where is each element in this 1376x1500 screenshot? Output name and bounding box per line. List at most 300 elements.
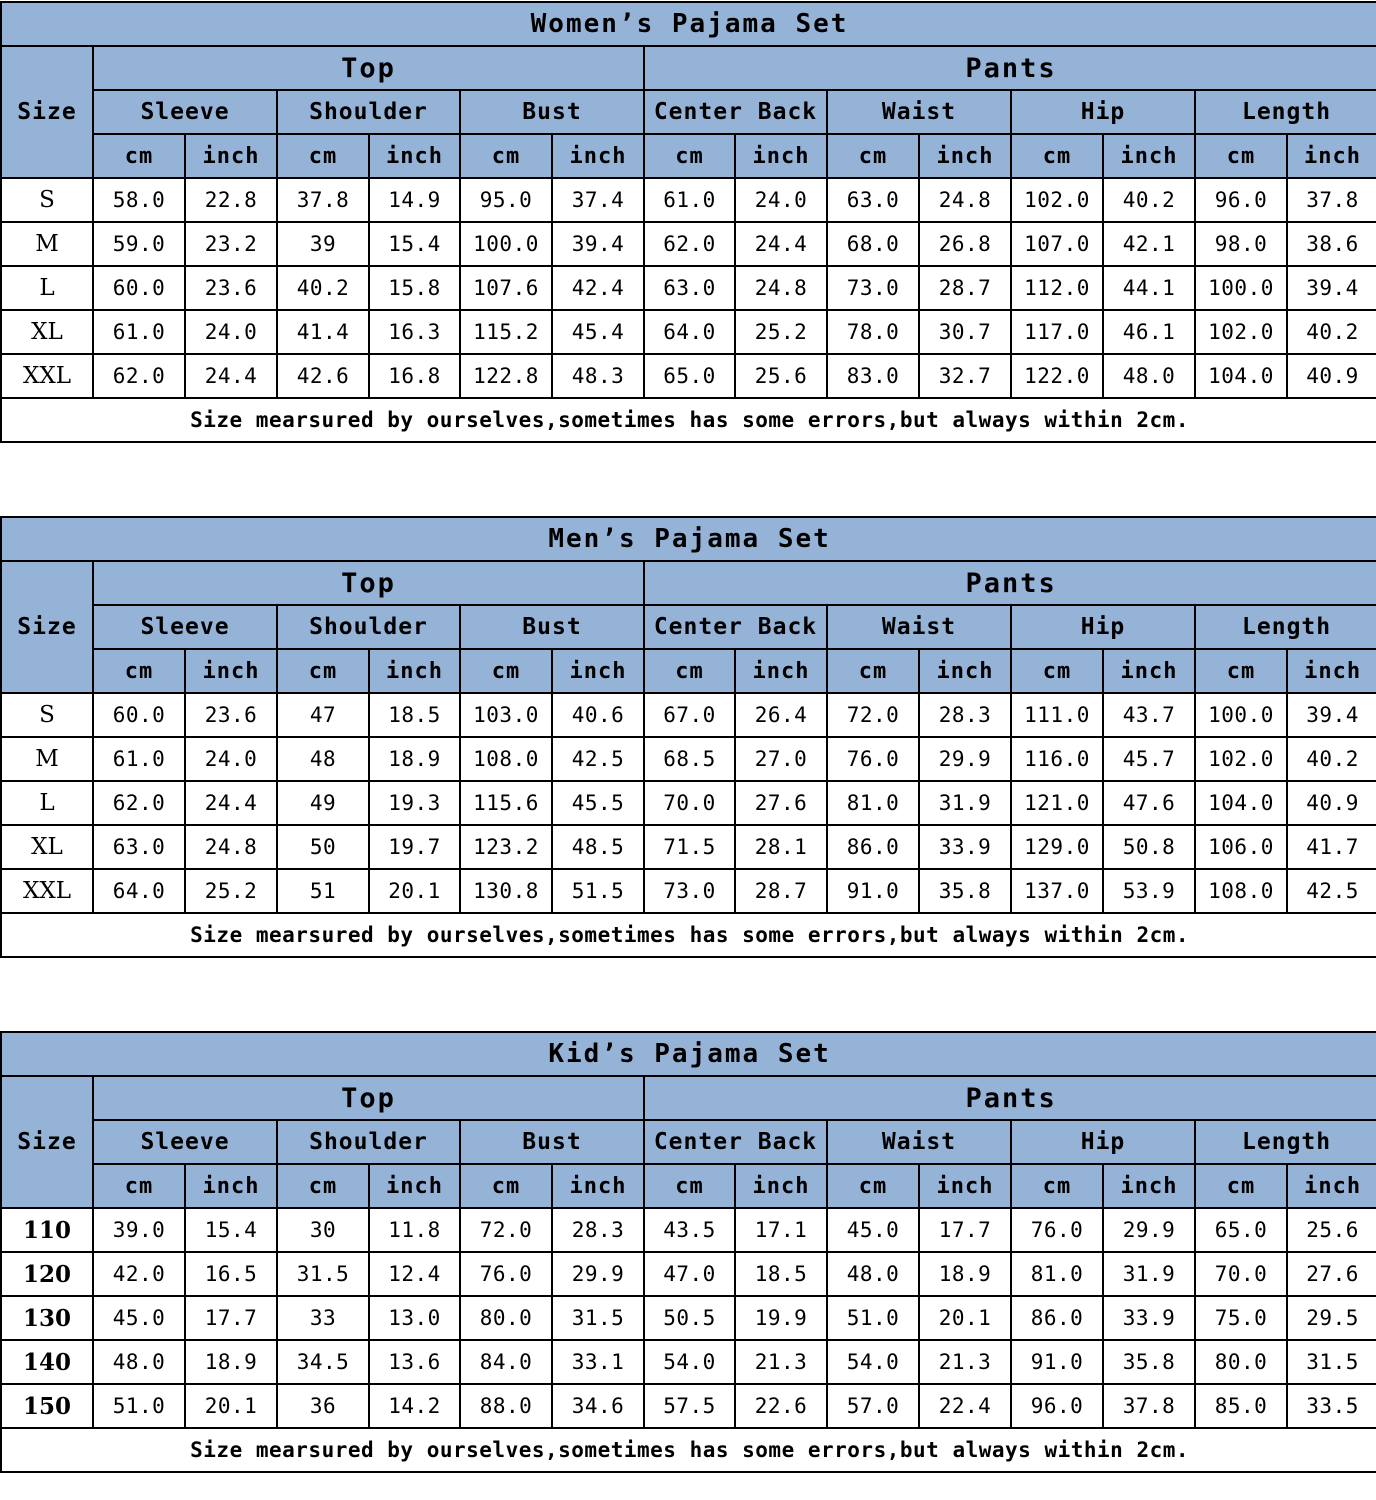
measurement-value: 47	[277, 693, 369, 737]
measurement-value: 62.0	[93, 354, 185, 398]
measurement-value: 48.0	[93, 1340, 185, 1384]
measurement-value: 115.2	[460, 310, 552, 354]
measurement-value: 67.0	[644, 693, 735, 737]
measurement-value: 31.9	[919, 781, 1011, 825]
measurement-value: 16.8	[369, 354, 460, 398]
unit-header-cm: cm	[277, 1164, 369, 1208]
unit-header-inch: inch	[1287, 1164, 1376, 1208]
measurement-value: 31.5	[1287, 1340, 1376, 1384]
unit-header-inch: inch	[919, 1164, 1011, 1208]
measurement-value: 24.8	[919, 178, 1011, 222]
measurement-value: 23.6	[185, 266, 277, 310]
measurement-value: 72.0	[460, 1208, 552, 1252]
measurement-value: 42.6	[277, 354, 369, 398]
measurement-value: 51	[277, 869, 369, 913]
measurement-value: 84.0	[460, 1340, 552, 1384]
measurement-value: 115.6	[460, 781, 552, 825]
measurement-value: 48.5	[552, 825, 644, 869]
measurement-value: 18.5	[369, 693, 460, 737]
measurement-value: 39.4	[1287, 266, 1376, 310]
measurement-value: 15.4	[369, 222, 460, 266]
measure-header-center-back: Center Back	[644, 1120, 827, 1164]
measurement-value: 102.0	[1195, 737, 1287, 781]
unit-header-inch: inch	[1103, 649, 1195, 693]
measurement-value: 40.2	[1287, 310, 1376, 354]
measurement-value: 70.0	[1195, 1252, 1287, 1296]
measurement-value: 35.8	[919, 869, 1011, 913]
unit-header-cm: cm	[277, 134, 369, 178]
measurement-value: 29.9	[1103, 1208, 1195, 1252]
measurement-value: 44.1	[1103, 266, 1195, 310]
measurement-value: 30	[277, 1208, 369, 1252]
measurement-value: 104.0	[1195, 781, 1287, 825]
measurement-value: 81.0	[827, 781, 919, 825]
measure-header-bust: Bust	[460, 605, 644, 649]
measurement-value: 91.0	[1011, 1340, 1103, 1384]
table-row	[1, 1340, 1376, 1384]
measurement-value: 54.0	[644, 1340, 735, 1384]
unit-header-inch: inch	[919, 134, 1011, 178]
measurement-value: 15.4	[185, 1208, 277, 1252]
size-label: XXL	[1, 354, 93, 398]
unit-header-inch: inch	[552, 649, 644, 693]
measurement-value: 18.9	[185, 1340, 277, 1384]
measurement-value: 23.2	[185, 222, 277, 266]
measurement-value: 60.0	[93, 693, 185, 737]
unit-header-cm: cm	[1011, 649, 1103, 693]
measure-header-waist: Waist	[827, 1120, 1011, 1164]
measurement-value: 27.6	[735, 781, 827, 825]
measurement-value: 24.8	[735, 266, 827, 310]
measurement-value: 16.3	[369, 310, 460, 354]
measurement-value: 50.8	[1103, 825, 1195, 869]
size-label: 110	[1, 1208, 93, 1252]
measurement-value: 100.0	[460, 222, 552, 266]
measurement-value: 62.0	[93, 781, 185, 825]
measurement-value: 54.0	[827, 1340, 919, 1384]
measurement-value: 45.0	[93, 1296, 185, 1340]
measurement-value: 41.7	[1287, 825, 1376, 869]
table-row	[1, 825, 1376, 869]
unit-header-cm: cm	[1011, 134, 1103, 178]
measure-header-bust: Bust	[460, 1120, 644, 1164]
measure-header-length: Length	[1195, 1120, 1376, 1164]
measure-header-row	[1, 605, 1376, 649]
measurement-value: 11.8	[369, 1208, 460, 1252]
measurement-value: 18.5	[735, 1252, 827, 1296]
measurement-value: 116.0	[1011, 737, 1103, 781]
measurement-value: 18.9	[919, 1252, 1011, 1296]
unit-header-cm: cm	[460, 134, 552, 178]
size-label: 120	[1, 1252, 93, 1296]
measurement-value: 31.9	[1103, 1252, 1195, 1296]
measurement-value: 81.0	[1011, 1252, 1103, 1296]
unit-header-inch: inch	[552, 134, 644, 178]
measurement-value: 137.0	[1011, 869, 1103, 913]
size-label: M	[1, 737, 93, 781]
size-label: 130	[1, 1296, 93, 1340]
measurement-value: 34.5	[277, 1340, 369, 1384]
measurement-value: 21.3	[735, 1340, 827, 1384]
measure-header-sleeve: Sleeve	[93, 605, 277, 649]
measurement-value: 57.5	[644, 1384, 735, 1428]
unit-header-inch: inch	[1287, 134, 1376, 178]
measurement-value: 88.0	[460, 1384, 552, 1428]
table-row	[1, 869, 1376, 913]
unit-header-cm: cm	[93, 134, 185, 178]
measurement-value: 111.0	[1011, 693, 1103, 737]
measurement-value: 102.0	[1011, 178, 1103, 222]
measurement-value: 42.1	[1103, 222, 1195, 266]
unit-header-inch: inch	[552, 1164, 644, 1208]
measurement-value: 45.5	[552, 781, 644, 825]
measurement-value: 39.4	[1287, 693, 1376, 737]
measurement-value: 68.5	[644, 737, 735, 781]
measurement-value: 24.4	[185, 781, 277, 825]
unit-header-cm: cm	[460, 649, 552, 693]
measurement-value: 19.7	[369, 825, 460, 869]
title-row	[1, 1032, 1376, 1076]
measurement-value: 30.7	[919, 310, 1011, 354]
measurement-value: 98.0	[1195, 222, 1287, 266]
size-column-header: Size	[1, 1076, 93, 1208]
measurement-value: 53.9	[1103, 869, 1195, 913]
measurement-value: 15.8	[369, 266, 460, 310]
unit-header-inch: inch	[919, 649, 1011, 693]
unit-header-inch: inch	[735, 649, 827, 693]
group-header-pants: Pants	[644, 1076, 1376, 1120]
measurement-value: 17.7	[919, 1208, 1011, 1252]
table-row	[1, 222, 1376, 266]
measure-header-length: Length	[1195, 605, 1376, 649]
measurement-value: 96.0	[1195, 178, 1287, 222]
table-title: Women’s Pajama Set	[1, 2, 1376, 46]
measurement-note: Size mearsured by ourselves,sometimes has some errors,but always within 2cm.	[1, 398, 1376, 442]
measure-header-shoulder: Shoulder	[277, 1120, 460, 1164]
unit-header-inch: inch	[1287, 649, 1376, 693]
measure-header-row	[1, 1120, 1376, 1164]
measurement-value: 48.0	[1103, 354, 1195, 398]
measurement-value: 63.0	[644, 266, 735, 310]
unit-header-cm: cm	[827, 1164, 919, 1208]
group-header-top: Top	[93, 46, 644, 90]
measurement-value: 32.7	[919, 354, 1011, 398]
measurement-value: 51.0	[827, 1296, 919, 1340]
measurement-value: 62.0	[644, 222, 735, 266]
measurement-value: 13.0	[369, 1296, 460, 1340]
measurement-value: 20.1	[185, 1384, 277, 1428]
table-row	[1, 310, 1376, 354]
measurement-value: 24.0	[735, 178, 827, 222]
unit-header-cm: cm	[1195, 649, 1287, 693]
measurement-value: 48.3	[552, 354, 644, 398]
measure-header-waist: Waist	[827, 90, 1011, 134]
measurement-value: 37.8	[1103, 1384, 1195, 1428]
measurement-value: 23.6	[185, 693, 277, 737]
measurement-value: 39	[277, 222, 369, 266]
measure-header-sleeve: Sleeve	[93, 90, 277, 134]
measurement-value: 33.5	[1287, 1384, 1376, 1428]
measurement-value: 42.0	[93, 1252, 185, 1296]
measurement-value: 26.4	[735, 693, 827, 737]
measurement-value: 63.0	[93, 825, 185, 869]
measurement-value: 61.0	[93, 737, 185, 781]
measurement-value: 130.8	[460, 869, 552, 913]
size-label: XL	[1, 825, 93, 869]
measurement-value: 40.9	[1287, 781, 1376, 825]
measurement-value: 24.0	[185, 310, 277, 354]
measurement-value: 47.0	[644, 1252, 735, 1296]
unit-header-inch: inch	[735, 1164, 827, 1208]
measurement-value: 27.0	[735, 737, 827, 781]
measurement-value: 86.0	[1011, 1296, 1103, 1340]
measurement-value: 18.9	[369, 737, 460, 781]
measurement-value: 49	[277, 781, 369, 825]
measurement-value: 25.6	[735, 354, 827, 398]
unit-header-cm: cm	[93, 1164, 185, 1208]
measurement-value: 65.0	[644, 354, 735, 398]
measurement-value: 108.0	[460, 737, 552, 781]
kids-size-table	[0, 1031, 1376, 1473]
measurement-value: 41.4	[277, 310, 369, 354]
measurement-value: 24.8	[185, 825, 277, 869]
unit-header-inch: inch	[1103, 134, 1195, 178]
size-label: M	[1, 222, 93, 266]
measurement-value: 37.8	[1287, 178, 1376, 222]
measurement-value: 40.9	[1287, 354, 1376, 398]
measurement-value: 21.3	[919, 1340, 1011, 1384]
measurement-value: 35.8	[1103, 1340, 1195, 1384]
measurement-value: 22.6	[735, 1384, 827, 1428]
unit-header-inch: inch	[369, 1164, 460, 1208]
measurement-value: 37.8	[277, 178, 369, 222]
measurement-value: 106.0	[1195, 825, 1287, 869]
measurement-value: 57.0	[827, 1384, 919, 1428]
measurement-value: 14.9	[369, 178, 460, 222]
measurement-value: 42.5	[552, 737, 644, 781]
measurement-value: 50	[277, 825, 369, 869]
measurement-value: 39.4	[552, 222, 644, 266]
men-size-table	[0, 516, 1376, 958]
measurement-value: 40.6	[552, 693, 644, 737]
unit-header-inch: inch	[185, 649, 277, 693]
measurement-value: 80.0	[1195, 1340, 1287, 1384]
measurement-value: 28.1	[735, 825, 827, 869]
measurement-value: 80.0	[460, 1296, 552, 1340]
unit-header-cm: cm	[827, 134, 919, 178]
group-header-row	[1, 46, 1376, 90]
size-label: S	[1, 693, 93, 737]
unit-header-row	[1, 649, 1376, 693]
measure-header-hip: Hip	[1011, 1120, 1195, 1164]
group-header-pants: Pants	[644, 46, 1376, 90]
measurement-value: 91.0	[827, 869, 919, 913]
unit-header-inch: inch	[369, 649, 460, 693]
measurement-value: 83.0	[827, 354, 919, 398]
measurement-value: 33.9	[919, 825, 1011, 869]
unit-header-cm: cm	[1011, 1164, 1103, 1208]
measurement-value: 24.4	[185, 354, 277, 398]
measurement-value: 85.0	[1195, 1384, 1287, 1428]
measurement-value: 107.0	[1011, 222, 1103, 266]
measurement-value: 58.0	[93, 178, 185, 222]
measurement-value: 60.0	[93, 266, 185, 310]
measurement-value: 102.0	[1195, 310, 1287, 354]
measurement-value: 47.6	[1103, 781, 1195, 825]
measurement-value: 42.5	[1287, 869, 1376, 913]
group-header-row	[1, 1076, 1376, 1120]
measurement-value: 76.0	[1011, 1208, 1103, 1252]
measurement-value: 50.5	[644, 1296, 735, 1340]
measurement-value: 28.7	[919, 266, 1011, 310]
measurement-note: Size mearsured by ourselves,sometimes has some errors,but always within 2cm.	[1, 913, 1376, 957]
unit-header-cm: cm	[1195, 134, 1287, 178]
measurement-value: 40.2	[277, 266, 369, 310]
note-row	[1, 913, 1376, 957]
measurement-value: 48.0	[827, 1252, 919, 1296]
group-header-row	[1, 561, 1376, 605]
size-column-header: Size	[1, 561, 93, 693]
measurement-value: 68.0	[827, 222, 919, 266]
measurement-value: 64.0	[93, 869, 185, 913]
measurement-value: 70.0	[644, 781, 735, 825]
measurement-value: 42.4	[552, 266, 644, 310]
size-label: S	[1, 178, 93, 222]
measurement-value: 24.0	[185, 737, 277, 781]
unit-header-cm: cm	[644, 134, 735, 178]
group-header-top: Top	[93, 1076, 644, 1120]
measure-header-shoulder: Shoulder	[277, 605, 460, 649]
size-label: XL	[1, 310, 93, 354]
measurement-value: 37.4	[552, 178, 644, 222]
measurement-value: 34.6	[552, 1384, 644, 1428]
table-row	[1, 693, 1376, 737]
measurement-value: 122.8	[460, 354, 552, 398]
measurement-value: 108.0	[1195, 869, 1287, 913]
table-title: Men’s Pajama Set	[1, 517, 1376, 561]
measurement-value: 29.5	[1287, 1296, 1376, 1340]
table-row	[1, 737, 1376, 781]
measurement-value: 121.0	[1011, 781, 1103, 825]
unit-header-inch: inch	[185, 134, 277, 178]
measurement-value: 104.0	[1195, 354, 1287, 398]
measurement-value: 61.0	[644, 178, 735, 222]
note-row	[1, 1428, 1376, 1472]
measurement-value: 96.0	[1011, 1384, 1103, 1428]
table-row	[1, 354, 1376, 398]
table-row	[1, 178, 1376, 222]
measurement-note: Size mearsured by ourselves,sometimes has some errors,but always within 2cm.	[1, 1428, 1376, 1472]
measure-header-waist: Waist	[827, 605, 1011, 649]
measurement-value: 51.0	[93, 1384, 185, 1428]
size-label: L	[1, 266, 93, 310]
measurement-value: 17.1	[735, 1208, 827, 1252]
measurement-value: 26.8	[919, 222, 1011, 266]
measurement-value: 20.1	[919, 1296, 1011, 1340]
unit-header-cm: cm	[1195, 1164, 1287, 1208]
size-column-header: Size	[1, 46, 93, 178]
measurement-value: 31.5	[277, 1252, 369, 1296]
measurement-value: 75.0	[1195, 1296, 1287, 1340]
measurement-value: 19.9	[735, 1296, 827, 1340]
measurement-value: 25.6	[1287, 1208, 1376, 1252]
measurement-value: 107.6	[460, 266, 552, 310]
measurement-value: 39.0	[93, 1208, 185, 1252]
measurement-value: 31.5	[552, 1296, 644, 1340]
measurement-value: 33.9	[1103, 1296, 1195, 1340]
measurement-value: 72.0	[827, 693, 919, 737]
measurement-value: 71.5	[644, 825, 735, 869]
table-title: Kid’s Pajama Set	[1, 1032, 1376, 1076]
measure-header-length: Length	[1195, 90, 1376, 134]
note-row	[1, 398, 1376, 442]
measurement-value: 22.8	[185, 178, 277, 222]
table-row	[1, 1296, 1376, 1340]
measure-header-center-back: Center Back	[644, 90, 827, 134]
measurement-value: 25.2	[185, 869, 277, 913]
measurement-value: 100.0	[1195, 266, 1287, 310]
unit-header-cm: cm	[277, 649, 369, 693]
measure-header-shoulder: Shoulder	[277, 90, 460, 134]
measurement-value: 95.0	[460, 178, 552, 222]
unit-header-inch: inch	[369, 134, 460, 178]
measurement-value: 13.6	[369, 1340, 460, 1384]
group-header-top: Top	[93, 561, 644, 605]
title-row	[1, 2, 1376, 46]
measurement-value: 63.0	[827, 178, 919, 222]
measurement-value: 45.0	[827, 1208, 919, 1252]
measurement-value: 22.4	[919, 1384, 1011, 1428]
measure-header-row	[1, 90, 1376, 134]
measurement-value: 61.0	[93, 310, 185, 354]
unit-header-row	[1, 1164, 1376, 1208]
women-size-table	[0, 1, 1376, 443]
measurement-value: 43.5	[644, 1208, 735, 1252]
measurement-value: 17.7	[185, 1296, 277, 1340]
measurement-value: 65.0	[1195, 1208, 1287, 1252]
measurement-value: 43.7	[1103, 693, 1195, 737]
measurement-value: 117.0	[1011, 310, 1103, 354]
measurement-value: 20.1	[369, 869, 460, 913]
measurement-value: 45.4	[552, 310, 644, 354]
size-label: XXL	[1, 869, 93, 913]
table-row	[1, 266, 1376, 310]
unit-header-cm: cm	[644, 649, 735, 693]
measurement-value: 28.3	[919, 693, 1011, 737]
measure-header-center-back: Center Back	[644, 605, 827, 649]
measurement-value: 48	[277, 737, 369, 781]
table-row	[1, 1252, 1376, 1296]
measurement-value: 27.6	[1287, 1252, 1376, 1296]
measurement-value: 33.1	[552, 1340, 644, 1384]
measurement-value: 46.1	[1103, 310, 1195, 354]
measurement-value: 14.2	[369, 1384, 460, 1428]
measurement-value: 78.0	[827, 310, 919, 354]
unit-header-inch: inch	[1103, 1164, 1195, 1208]
measure-header-hip: Hip	[1011, 90, 1195, 134]
table-row	[1, 1384, 1376, 1428]
measurement-value: 129.0	[1011, 825, 1103, 869]
measurement-value: 51.5	[552, 869, 644, 913]
measurement-value: 28.7	[735, 869, 827, 913]
unit-header-cm: cm	[460, 1164, 552, 1208]
measure-header-bust: Bust	[460, 90, 644, 134]
unit-header-cm: cm	[827, 649, 919, 693]
size-label: L	[1, 781, 93, 825]
unit-header-cm: cm	[93, 649, 185, 693]
measure-header-hip: Hip	[1011, 605, 1195, 649]
measurement-value: 33	[277, 1296, 369, 1340]
